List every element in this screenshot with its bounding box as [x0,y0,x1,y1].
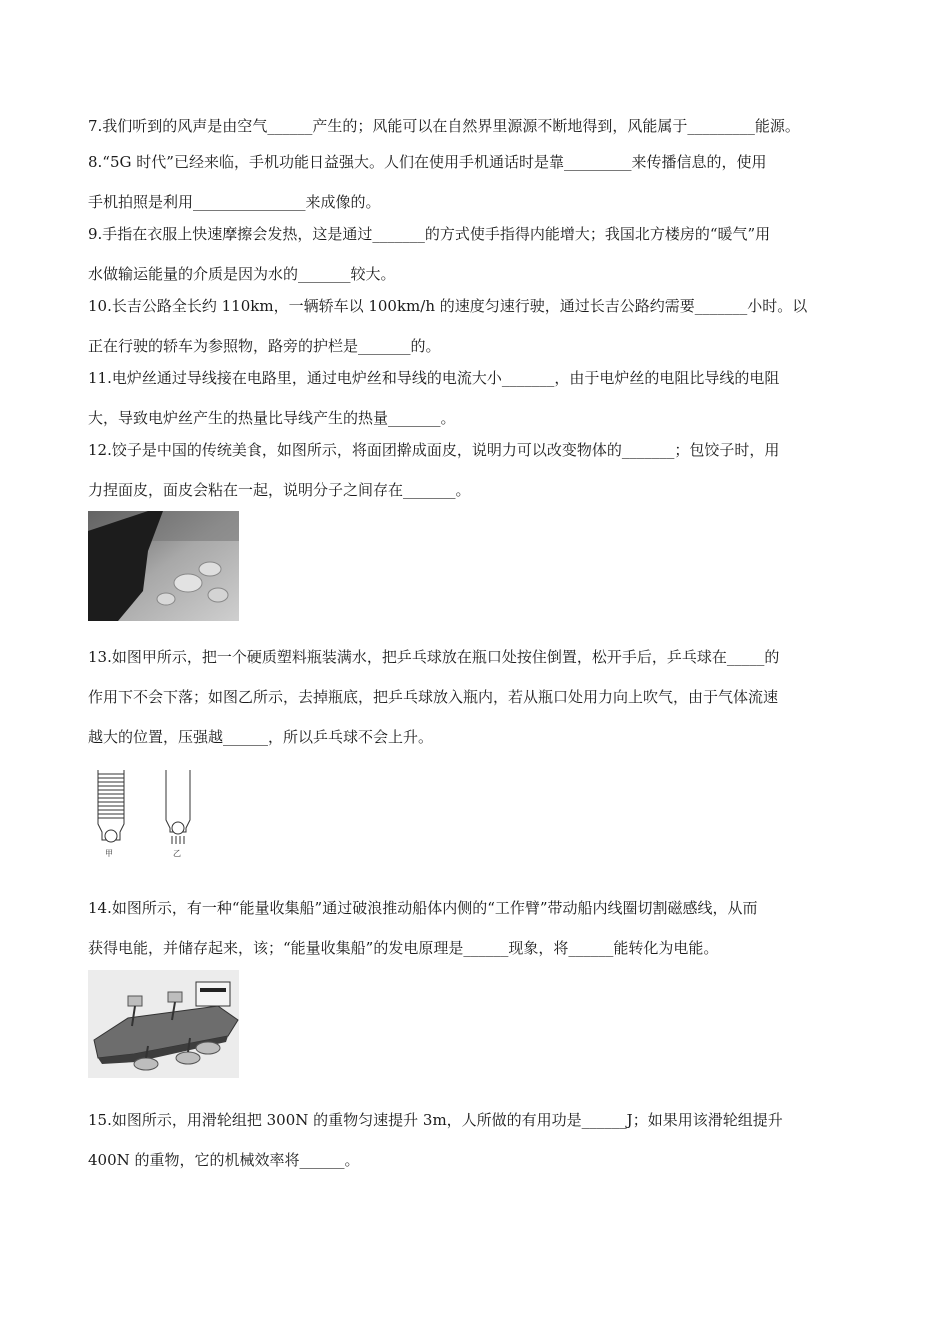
question-12 [88,430,878,510]
question-15-line-1: 15.如图所示，用滑轮组把 300N 的重物匀速提升 3m，人所做的有用功是______J；如果用该滑轮组提升 [88,1111,783,1129]
question-7 [88,106,878,146]
dumpling-photo-graphic [88,511,239,621]
question-13 [88,637,878,757]
question-14-line-1: 14.如图所示，有一种“能量收集船”通过破浪推动船体内侧的“工作臂”带动船内线圈切割磁感线，从而 [88,899,758,917]
question-7-line-1: 7.我们听到的风声是由空气______产生的；风能可以在自然界里源源不断地得到，风能属于_________能源。 [88,117,800,135]
question-15 [88,1100,878,1180]
energy-ship-image [88,970,239,1078]
question-11-line-1: 11.电炉丝通过导线接在电路里，通过电炉丝和导线的电流大小_______，由于电炉丝的电阻比导线的电阻 [88,369,780,387]
question-13-line-2: 作用下不会下落；如图乙所示，去掉瓶底，把乒乓球放入瓶内，若从瓶口处用力向上吹气，由于气体流速 [88,688,779,706]
question-14-line-2: 获得电能，并储存起来，该；“能量收集船”的发电原理是______现象，将______能转化为电能。 [88,939,719,957]
question-10 [88,286,878,366]
question-9-line-2: 水做输运能量的介质是因为水的_______较大。 [88,265,396,283]
question-8-line-1: 8.“5G 时代”已经来临，手机功能日益强大。人们在使用手机通话时是靠_________来传播信息的，使用 [88,153,767,171]
question-13-line-1: 13.如图甲所示，把一个硬质塑料瓶装满水，把乒乓球放在瓶口处按住倒置，松开手后，乒乓球在_____的 [88,648,780,666]
figure-label-a: 甲 [105,849,113,858]
question-13-line-3: 越大的位置，压强越______，所以乒乓球不会上升。 [88,728,434,746]
question-12-line-2: 力捏面皮，面皮会粘在一起，说明分子之间存在_______。 [88,481,471,499]
question-8-line-2: 手机拍照是利用_______________来成像的。 [88,193,381,211]
question-14 [88,888,878,968]
question-11 [88,358,878,438]
question-15-line-2: 400N 的重物，它的机械效率将______。 [88,1151,360,1169]
question-9 [88,214,878,294]
question-8 [88,142,878,222]
question-12-line-1: 12.饺子是中国的传统美食，如图所示，将面团擀成面皮，说明力可以改变物体的_______；包饺子时，用 [88,441,780,459]
question-11-line-2: 大，导致电炉丝产生的热量比导线产生的热量_______。 [88,409,456,427]
dumpling-photo [88,511,239,621]
question-10-line-2: 正在行驶的轿车为参照物，路旁的护栏是_______的。 [88,337,441,355]
bottle-diagram-graphic [88,766,198,860]
bottle-diagram [88,766,198,860]
figure-label-b: 乙 [173,849,181,858]
question-9-line-1: 9.手指在衣服上快速摩擦会发热，这是通过_______的方式使手指得内能增大；我国北方楼房的“暖气”用 [88,225,771,243]
question-10-line-1: 10.长吉公路全长约 110km，一辆轿车以 100km/h 的速度匀速行驶，通过长吉公路约需要_______小时。以 [88,297,808,315]
energy-ship-graphic [88,970,239,1078]
